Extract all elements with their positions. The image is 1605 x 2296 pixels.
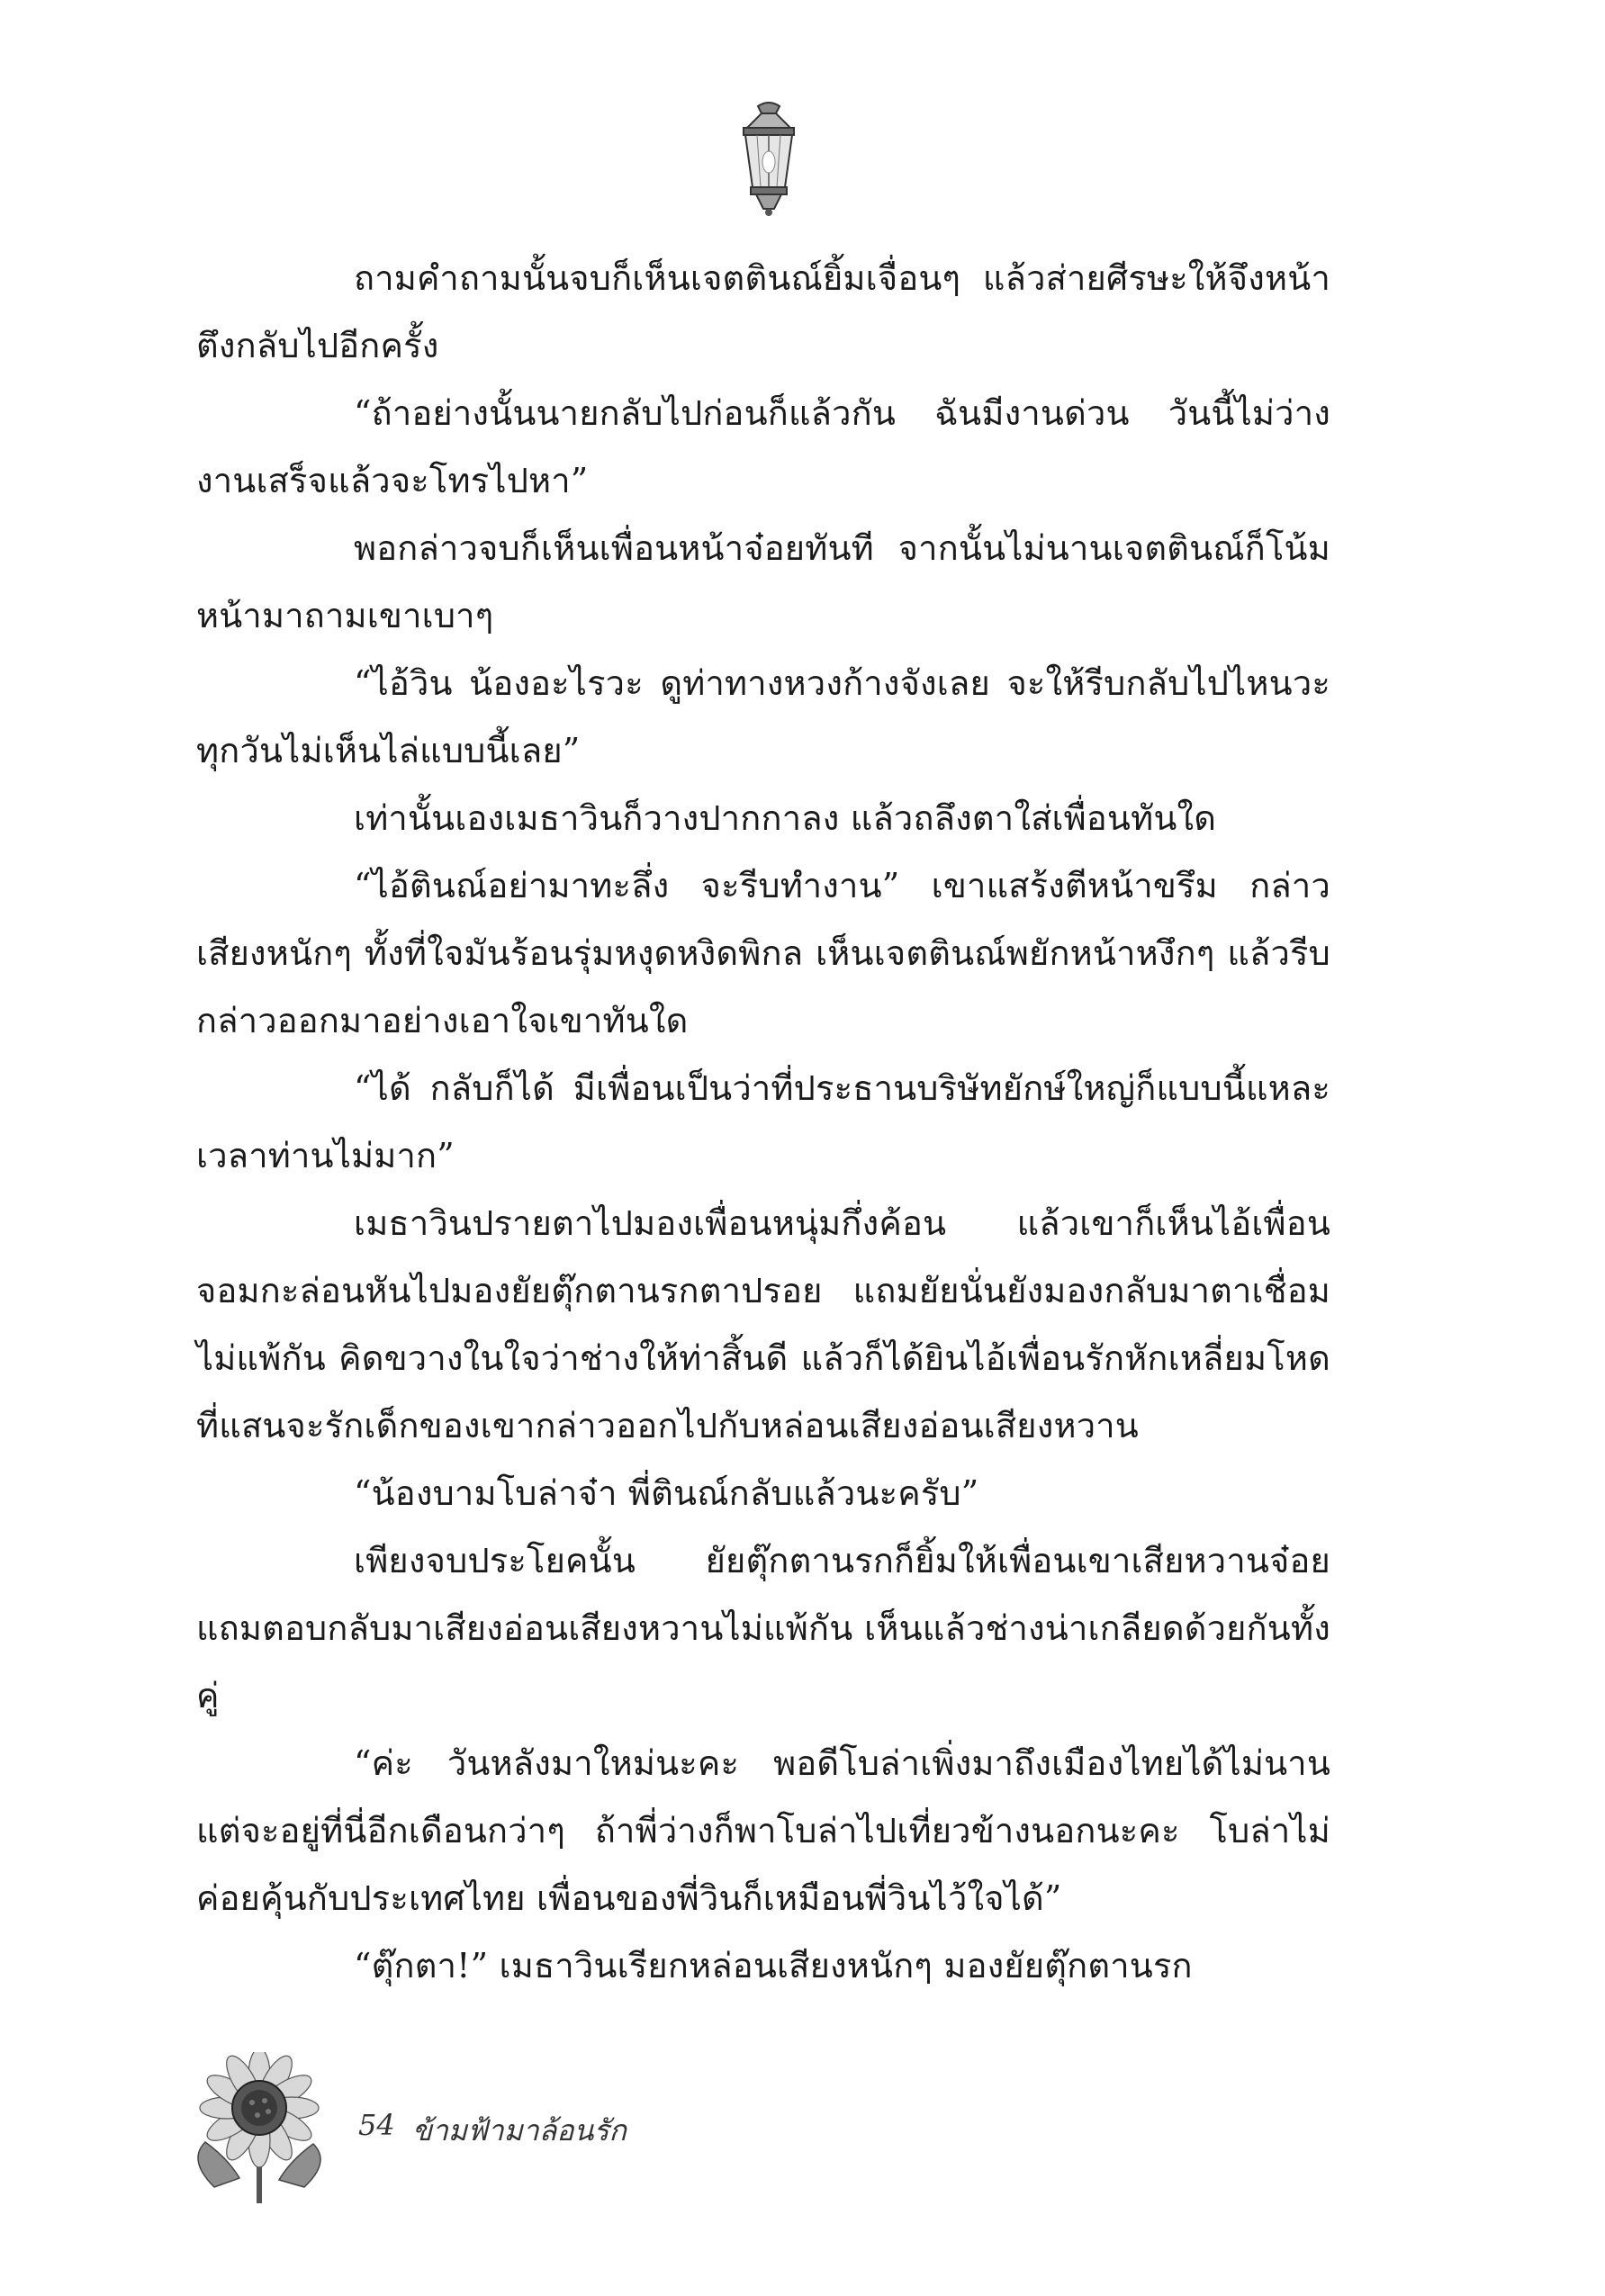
paragraph: เมธาวินปรายตาไปมองเพื่อนหนุ่มกึ่งค้อน แล้วเขาก็เห็นไอ้เพื่อนจอมกะล่อนหันไปมองยัยตุ๊กตานรกตาปรอย แถมยัยนั่นยังมองกลับมาตาเชื่อมไม่แพ้กัน คิดขวางในใจว่าช่างให้ท่าสิ้นดี แล้วก็ได้ยินไอ้เพื่อนรักหักเหลี่ยมโหดที่แสนจะรักเด็กของเขากล่าวออกไปกับหล่อนเสียงอ่อนเสียงหวาน <box>196 1203 1330 1445</box>
paragraph: “น้องบามโบล่าจ๋า พี่ตินณ์กลับแล้วนะครับ” <box>354 1473 979 1513</box>
paragraph: “ค่ะ วันหลังมาใหม่นะคะ พอดีโบล่าเพิ่งมาถึงเมืองไทยได้ไม่นาน แต่จะอยู่ที่นี่อีกเดือนกว่าๆ ถ้าพี่ว่างก็พาโบล่าไปเที่ยวข้างนอกนะคะ โบล่าไม่ค่อยคุ้นกับประเทศไทย เพื่อนของพี่วินก็เหมือนพี่วินไว้ใจได้” <box>196 1743 1330 1918</box>
paragraph: “ถ้าอย่างนั้นนายกลับไปก่อนก็แล้วกัน ฉันมีงานด่วน วันนี้ไม่ว่าง งานเสร็จแล้วจะโทรไปหา” <box>196 393 1330 500</box>
page-number: 54 <box>358 2108 395 2142</box>
page-footer <box>187 2052 817 2214</box>
body-text <box>196 245 1330 2000</box>
paragraph: “ได้ กลับก็ได้ มีเพื่อนเป็นว่าที่ประธานบริษัทยักษ์ใหญ่ก็แบบนี้แหละ เวลาท่านไม่มาก” <box>196 1068 1330 1175</box>
lantern-icon <box>731 101 807 218</box>
paragraph: เพียงจบประโยคนั้น ยัยตุ๊กตานรกก็ยิ้มให้เพื่อนเขาเสียหวานจ๋อยแถมตอบกลับมาเสียงอ่อนเสียงหวานไม่แพ้กัน เห็นแล้วช่างน่าเกลียดด้วยกันทั้งคู่ <box>196 1541 1330 1715</box>
sunflower-icon <box>187 2052 331 2205</box>
paragraph: “ไอ้วิน น้องอะไรวะ ดูท่าทางหวงก้างจังเลย จะให้รีบกลับไปไหนวะ ทุกวันไม่เห็นไล่แบบนี้เลย” <box>196 663 1330 770</box>
paragraph: “ตุ๊กตา!” เมธาวินเรียกหล่อนเสียงหนักๆ มองยัยตุ๊กตานรก <box>354 1946 1193 1985</box>
paragraph: เท่านั้นเองเมธาวินก็วางปากกาลง แล้วถลึงตาใส่เพื่อนทันใด <box>354 798 1217 838</box>
paragraph: พอกล่าวจบก็เห็นเพื่อนหน้าจ๋อยทันที จากนั้นไม่นานเจตตินณ์ก็โน้มหน้ามาถามเขาเบาๆ <box>196 528 1330 635</box>
paragraph: ถามคำถามนั้นจบก็เห็นเจตตินณ์ยิ้มเจื่อนๆ แล้วส่ายศีรษะให้จึงหน้าตึงกลับไปอีกครั้ง <box>196 258 1330 365</box>
book-title: ข้ามฟ้ามาล้อนรัก <box>412 2113 627 2147</box>
paragraph: “ไอ้ตินณ์อย่ามาทะลึ่ง จะรีบทำงาน” เขาแสร้งตีหน้าขรึม กล่าวเสียงหนักๆ ทั้งที่ใจมันร้อนรุ่มหงุดหงิดพิกล เห็นเจตตินณ์พยักหน้าหงึกๆ แล้วรีบกล่าวออกมาอย่างเอาใจเขาทันใด <box>196 866 1330 1040</box>
